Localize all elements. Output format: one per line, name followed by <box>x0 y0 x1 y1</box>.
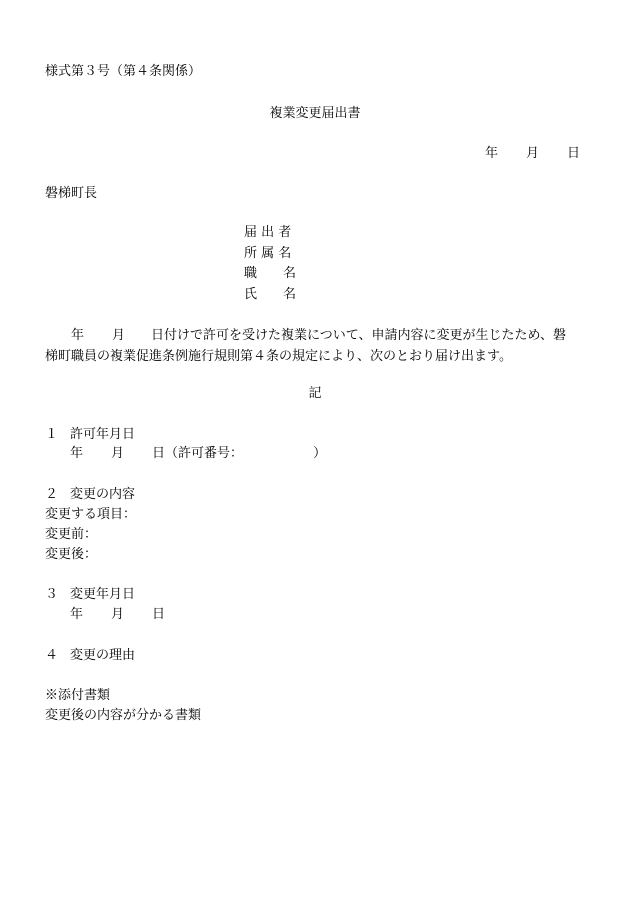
sender-block <box>244 225 296 307</box>
body-line-1: 年 月 日付けで許可を受けた複業について、申請内容に変更が生じたため、磐 <box>71 328 566 343</box>
form-number: 様式第３号（第４条関係） <box>45 64 202 79</box>
attachments-item: 変更後の内容が分かる書類 <box>45 708 202 723</box>
date-line <box>485 146 580 162</box>
ki-heading: 記 <box>308 386 322 401</box>
section-2-item: 変更する項目： <box>45 507 137 522</box>
date-year: 年 <box>484 146 498 161</box>
section-3-date: 年 月 日 <box>70 607 166 622</box>
section-2-after: 変更後： <box>45 547 98 562</box>
section-1-heading: １ 許可年月日 <box>45 427 136 442</box>
document-title: 複業変更届出書 <box>269 106 361 121</box>
section-2-before: 変更前： <box>45 527 98 542</box>
sender-affiliation: 所 属 名 <box>244 245 292 261</box>
section-1-date: 年 月 日（許可番号： ） <box>70 446 327 461</box>
date-month: 月 <box>525 146 539 161</box>
section-4-heading: ４ 変更の理由 <box>45 648 136 663</box>
sender-name: 氏 名 <box>244 286 297 302</box>
date-day: 日 <box>566 146 580 161</box>
body-line-2: 梯町職員の複業促進条例施行規則第４条の規定により、次のとおり届け出ます。 <box>45 349 512 364</box>
sender-position: 職 名 <box>244 266 297 281</box>
section-3-heading: ３ 変更年月日 <box>45 587 136 602</box>
section-2-heading: ２ 変更の内容 <box>45 487 136 502</box>
addressee: 磐梯町長 <box>45 186 98 201</box>
sender-label: 届 出 者 <box>244 225 292 240</box>
attachments-heading: ※添付書類 <box>45 688 111 703</box>
body-paragraph <box>45 325 585 367</box>
